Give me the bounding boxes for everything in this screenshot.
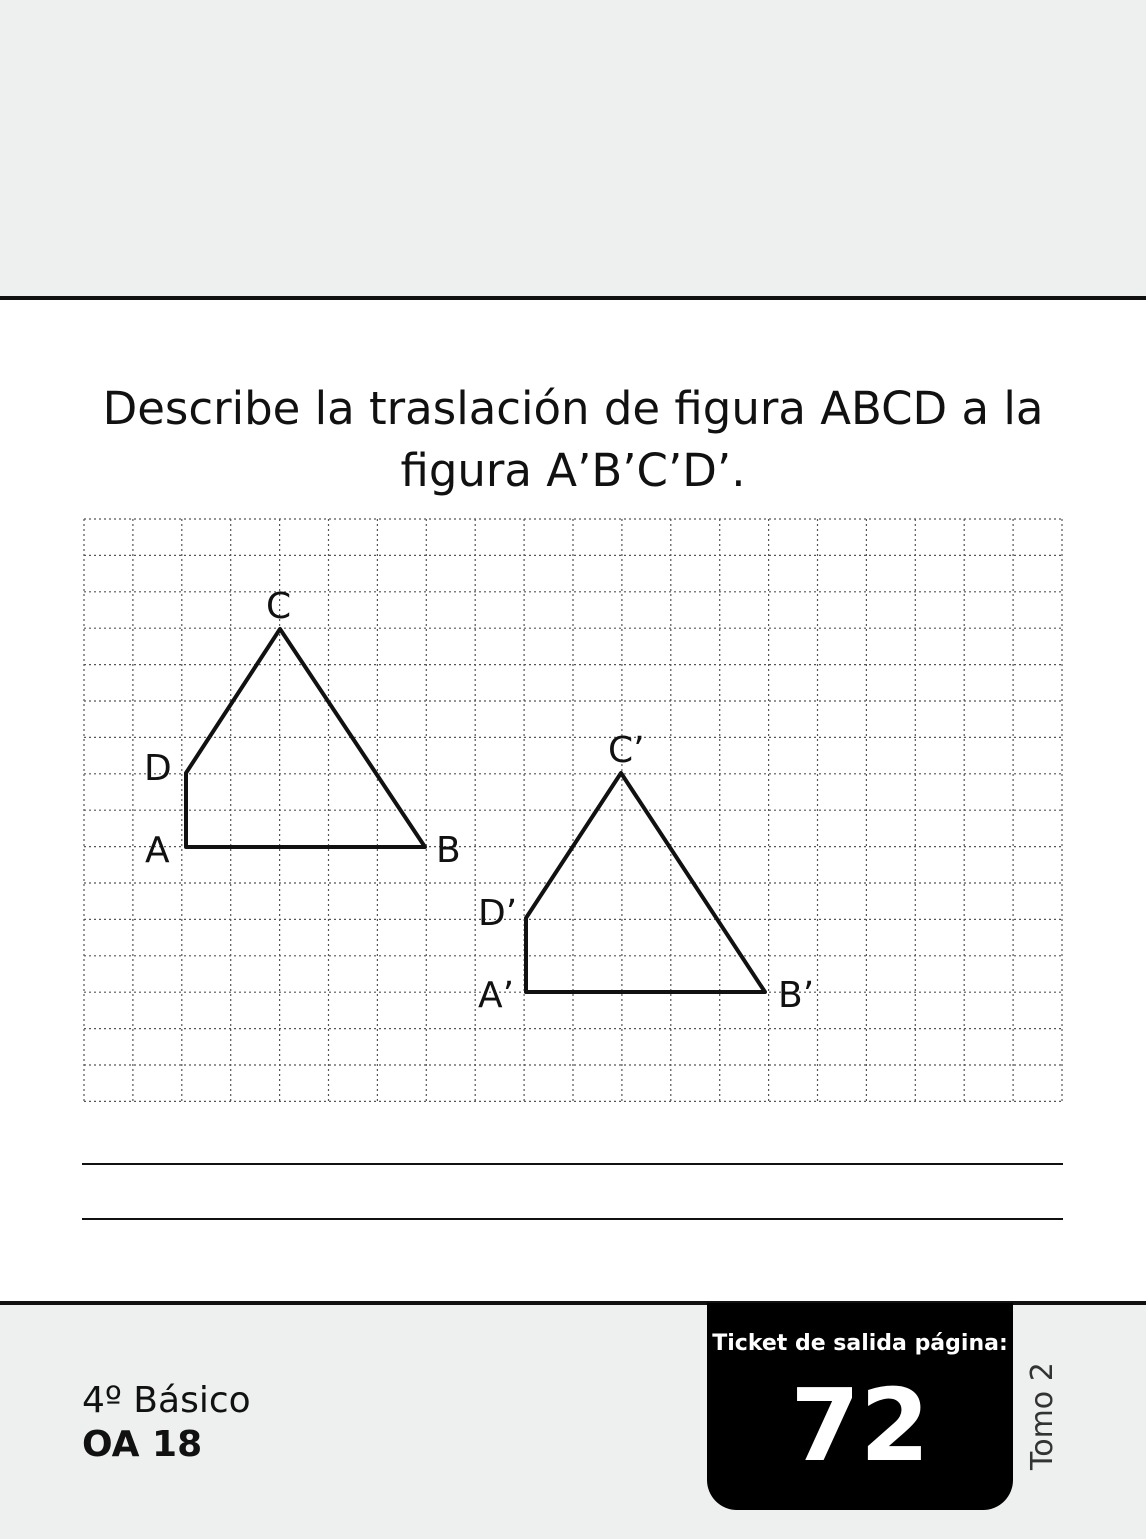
answer-line-2[interactable] [82, 1218, 1063, 1220]
label-d: D [144, 748, 172, 789]
dotted-grid [84, 519, 1062, 1101]
ticket-label: Ticket de salida página: [712, 1331, 1008, 1356]
exit-ticket-badge [707, 1303, 1013, 1510]
label-c-prime: C’ [608, 730, 645, 771]
ticket-page-number: 72 [790, 1367, 930, 1484]
question-line-2: figura A’B’C’D’. [400, 444, 746, 497]
label-a: A [145, 830, 170, 871]
grade-label: 4º Básico [82, 1380, 251, 1421]
objective-label: OA 18 [82, 1424, 203, 1465]
label-b-prime: B’ [778, 975, 815, 1016]
label-b: B [436, 830, 461, 871]
label-d-prime: D’ [478, 893, 518, 934]
label-c: C [266, 586, 292, 627]
question-line-1: Describe la traslación de figura ABCD a la [102, 382, 1044, 435]
volume-label: Tomo 2 [1025, 1362, 1060, 1470]
label-a-prime: A’ [478, 975, 515, 1016]
answer-line-1[interactable] [82, 1163, 1063, 1165]
